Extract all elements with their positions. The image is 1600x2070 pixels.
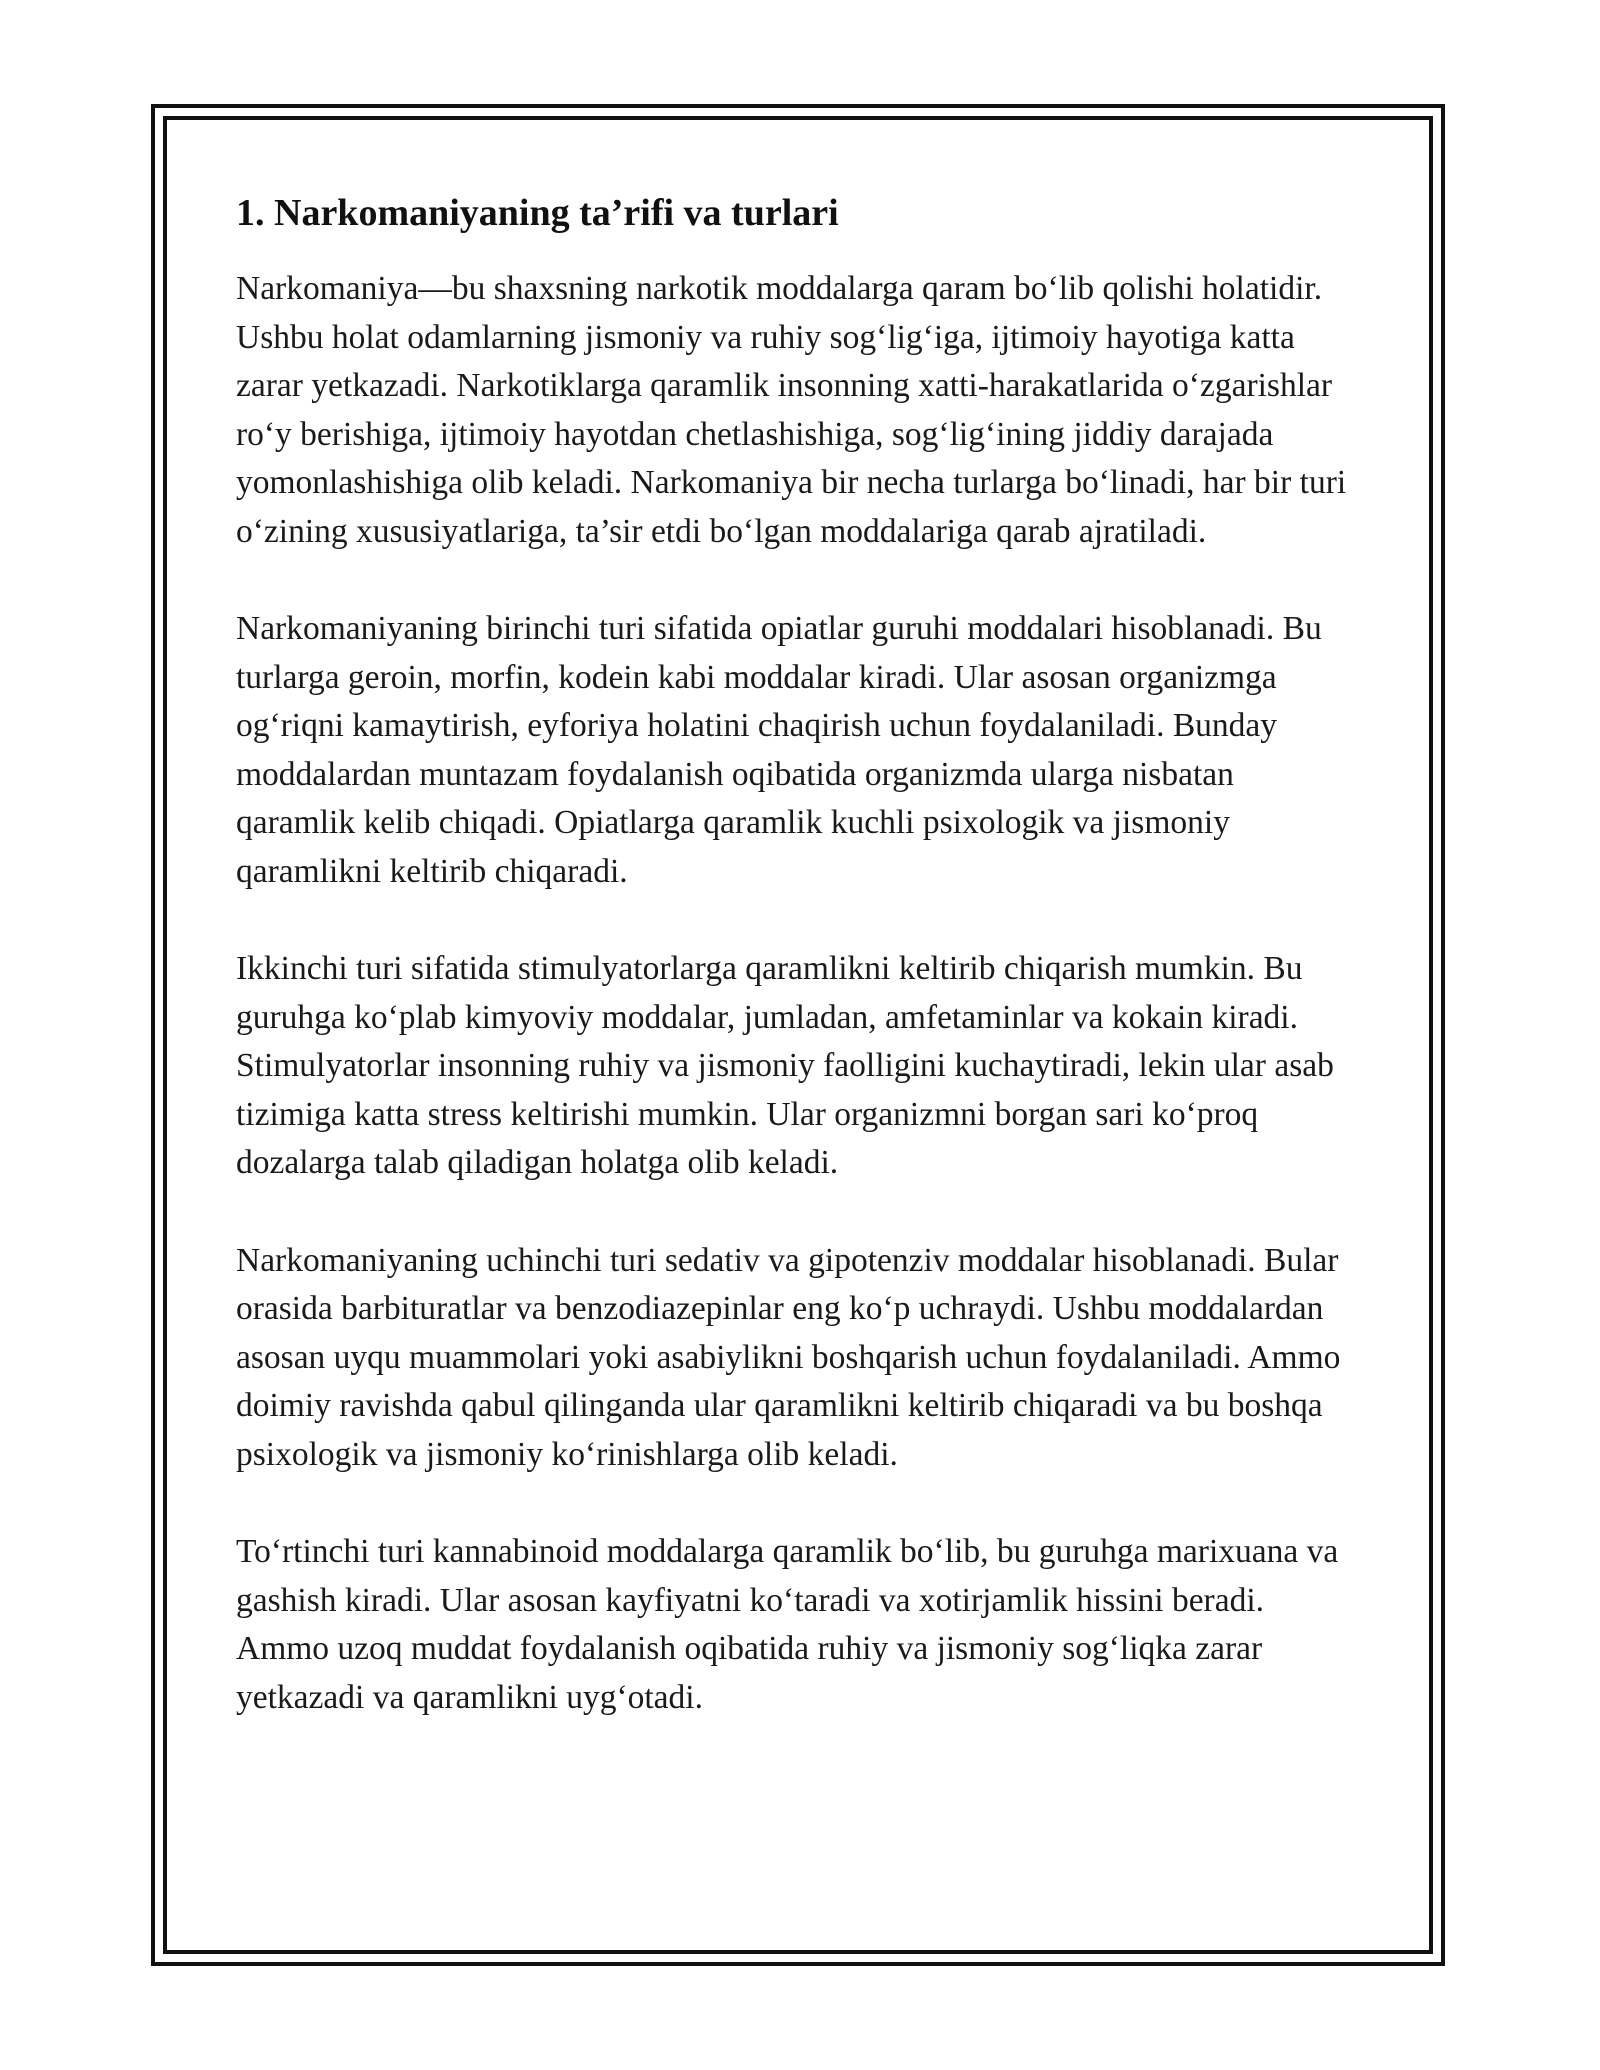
section-heading: 1. Narkomaniyaning ta’rifi va turlari <box>236 192 839 234</box>
paragraph-sedatives: Narkomaniyaning uchinchi turi sedativ va gipotenziv moddalar hisoblanadi. Bular orasida barbituratlar va benzodiazepinlar eng ko‘p uchraydi. Ushbu moddalardan asosan uyqu muammolari yoki asabiylikni boshqarish uchun foydalaniladi. Ammo doimiy ravishda qabul qilinganda ular qaramlikni keltirib chiqaradi va bu boshqa psixologik va jismoniy ko‘rinishlarga olib keladi. <box>236 1241 1341 1473</box>
paragraph-cannabinoids: To‘rtinchi turi kannabinoid moddalarga qaramlik bo‘lib, bu guruhga marixuana va gashish kiradi. Ular asosan kayfiyatni ko‘taradi va xotirjamlik hissini beradi. Ammo uzoq muddat foydalanish oqibatida ruhiy va jismoniy sog‘liqka zarar yetkazadi va qaramlikni uyg‘otadi. <box>236 1533 1339 1716</box>
paragraph-stimulants: Ikkinchi turi sifatida stimulyatorlarga qaramlikni keltirib chiqarish mumkin. Bu guruhga ko‘plab kimyoviy moddalar, jumladan, amfetaminlar va kokain kiradi. Stimulyatorlar insonning ruhiy va jismoniy faolligini kuchaytiradi, lekin ular asab tizimiga katta stress keltirishi mumkin. Ular organizmni borgan sari ko‘proq dozalarga talab qiladigan holatga olib keladi. <box>236 950 1334 1181</box>
paragraph-opiates: Narkomaniyaning birinchi turi sifatida opiatlar guruhi moddalari hisoblanadi. Bu turlarga geroin, morfin, kodein kabi moddalar kiradi. Ular asosan organizmga og‘riqni kamaytirish, eyforiya holatini chaqirish uchun foydalaniladi. Bunday moddalardan muntazam foydalanish oqibatida organizmda ularga nisbatan qaramlik kelib chiqadi. Opiatlarga qaramlik kuchli psixologik va jismoniy qaramlikni keltirib chiqaradi. <box>236 610 1322 890</box>
document-body <box>236 185 1356 1722</box>
paragraph-definition: Narkomaniya—bu shaxsning narkotik moddalarga qaram bo‘lib qolishi holatidir. Ushbu holat odamlarning jismoniy va ruhiy sog‘lig‘iga, ijtimoiy hayotiga katta zarar yetkazadi. Narkotiklarga qaramlik insonning xatti-harakatlarida o‘zgarishlar ro‘y berishiga, ijtimoiy hayotdan chetlashishiga, sog‘lig‘ining jiddiy darajada yomonlashishiga olib keladi. Narkomaniya bir necha turlarga bo‘linadi, har bir turi o‘zining xususiyatlariga, ta’sir etdi bo‘lgan moddalariga qarab ajratiladi. <box>236 270 1347 550</box>
